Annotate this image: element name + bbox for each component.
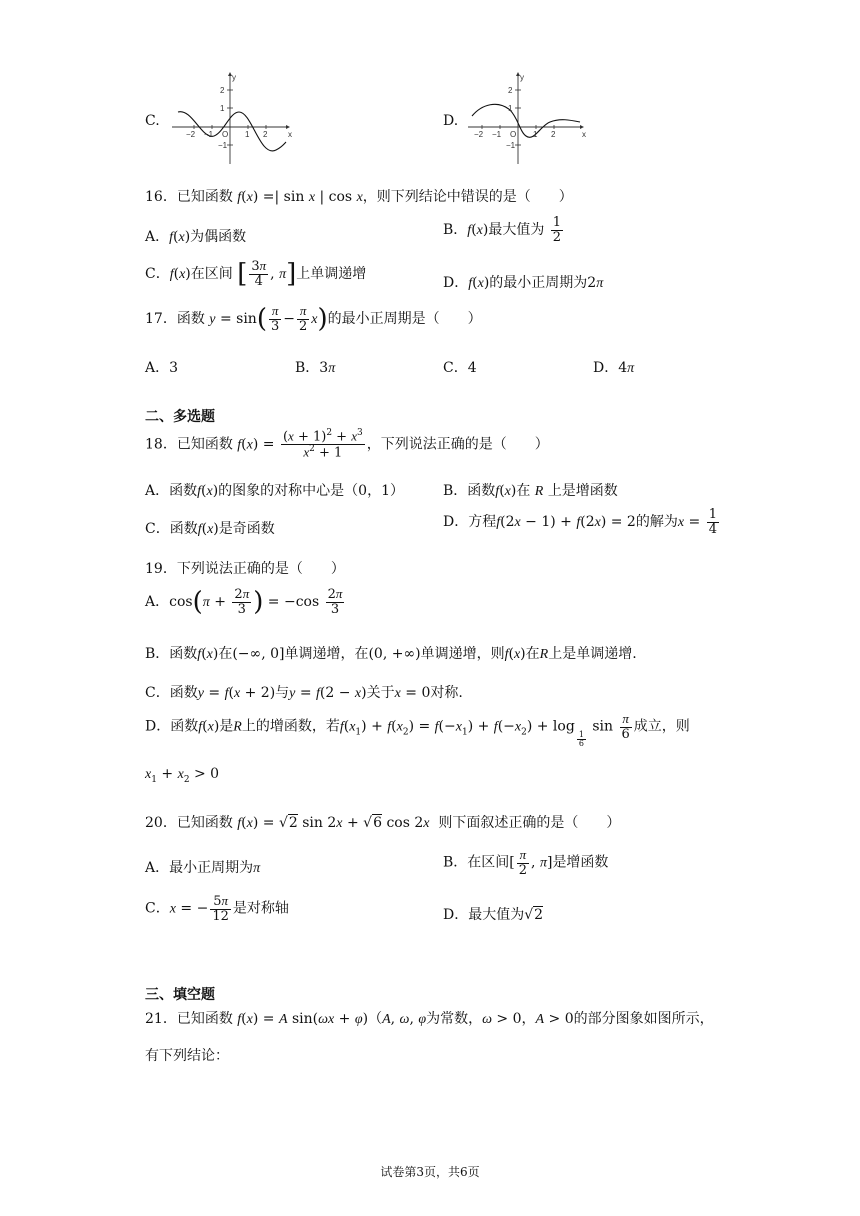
- svg-text:y: y: [520, 73, 524, 82]
- q20-option-a: A．最小正周期为π: [145, 860, 261, 876]
- page-footer: 试卷第3页，共6页: [380, 1165, 480, 1179]
- q17-option-a: A．3: [145, 360, 179, 376]
- q19-option-b: B．函数f(x)在(−∞, 0]单调递增，在(0, +∞)单调递增，则f(x)在R上是单调递增.: [145, 646, 637, 662]
- q16-option-a: A．f(x)为偶函数: [145, 229, 247, 245]
- curve: [472, 104, 580, 137]
- section-heading-fill-in: 三、填空题: [145, 987, 215, 1003]
- q20-option-d: D．最大值为√2: [443, 907, 544, 923]
- q21-stem: 21．已知函数 f(x) = A sin(ωx + φ)（A, ω, φ为常数，ω > 0，A > 0的部分图象如图所示，: [145, 1011, 714, 1027]
- svg-text:y: y: [232, 73, 236, 82]
- svg-text:O: O: [222, 130, 229, 139]
- svg-text:x: x: [288, 130, 292, 139]
- svg-text:−2: −2: [474, 130, 484, 139]
- q17-option-c: C．4: [443, 360, 477, 376]
- q20-option-b: B．在区间[ $\frac{\pi}{2}$ , π]是增函数: [443, 847, 609, 878]
- svg-text:1: 1: [508, 104, 513, 113]
- q19-option-d-conclusion: $x_1 + x_2 > 0$: [145, 766, 220, 785]
- q18-option-d: D．方程f(2x − 1) + f(2x) = 2的解为x = $\frac{1}{4}$: [443, 507, 717, 537]
- svg-text:2: 2: [263, 130, 268, 139]
- svg-text:−1: −1: [204, 130, 214, 139]
- q17-stem: 17．函数 y = sin( $\frac{\pi}{3}$ − $\frac{\pi}{2}$ x)的最小正周期是（ ）: [145, 303, 482, 334]
- q19-option-c: C．函数y = f(x + 2)与y = f(2 − x)关于x = 0对称.: [145, 685, 463, 701]
- svg-text:−1: −1: [506, 141, 516, 150]
- svg-text:1: 1: [245, 130, 250, 139]
- q18-stem: 18．已知函数 f(x) = $\frac{(x + 1)^2 + x^3}{x^2 + 1}$ ，下列说法正确的是（ ）: [145, 428, 549, 461]
- q16-stem: 16．已知函数 f(x) =| sin x | cos x，则下列结论中错误的是（ ）: [145, 189, 573, 205]
- q18-option-c: C．函数f(x)是奇函数: [145, 521, 275, 537]
- svg-text:−1: −1: [492, 130, 502, 139]
- svg-text:−1: −1: [218, 141, 228, 150]
- q18-option-b: B．函数f(x)在 R 上是增函数: [443, 483, 618, 499]
- q16-option-b: B．f(x)最大值为 $\frac{1}{2}$: [443, 215, 562, 245]
- x-axis-arrow: [286, 125, 290, 129]
- svg-text:2: 2: [551, 130, 556, 139]
- q20-option-c: C．x = − $\frac{5\pi}{12}$ 是对称轴: [145, 893, 289, 924]
- q17-option-b: B．3π: [295, 360, 336, 376]
- q15-option-d-graph: [468, 70, 588, 168]
- svg-text:O: O: [510, 130, 517, 139]
- q17-option-d: D．4π: [593, 360, 635, 376]
- svg-text:2: 2: [220, 86, 225, 95]
- q19-option-a: A．cos(π + $\frac{2\pi}{3}$ ) = −cos $\frac{2\pi}{3}$: [145, 586, 343, 617]
- svg-text:1: 1: [220, 104, 225, 113]
- section-heading-multiple-choice: 二、多选题: [145, 409, 215, 425]
- q20-stem: 20．已知函数 f(x) = √2 sin 2x + √6 cos 2x 则下面叙述正确的是（ ）: [145, 815, 621, 831]
- q19-option-d: D．函数f(x)是R上的增函数，若$f(x_1) + f(x_2) = f(-x_1) + f(-x_2) + \log$ $_{\frac{1}{6}}$ sin $\frac{\pi}{6}$ 成立，则: [145, 711, 690, 749]
- q18-option-a: A．函数f(x)的图象的对称中心是（0，1）: [145, 483, 404, 499]
- svg-text:−2: −2: [186, 130, 196, 139]
- svg-text:2: 2: [508, 86, 513, 95]
- q19-stem: 19．下列说法正确的是（ ）: [145, 561, 345, 577]
- q15-option-c-graph: [172, 70, 292, 168]
- svg-text:1: 1: [533, 130, 538, 139]
- q16-option-d: D．f(x)的最小正周期为2π: [443, 275, 604, 291]
- q15-option-d-label: D.: [443, 113, 459, 129]
- q21-line2: 有下列结论：: [145, 1048, 229, 1064]
- svg-text:x: x: [582, 130, 586, 139]
- q16-option-c: C．f(x)在区间 [ $\frac{3\pi}{4}$ , π]上单调递增: [145, 258, 367, 289]
- q15-option-c-label: C.: [145, 113, 160, 129]
